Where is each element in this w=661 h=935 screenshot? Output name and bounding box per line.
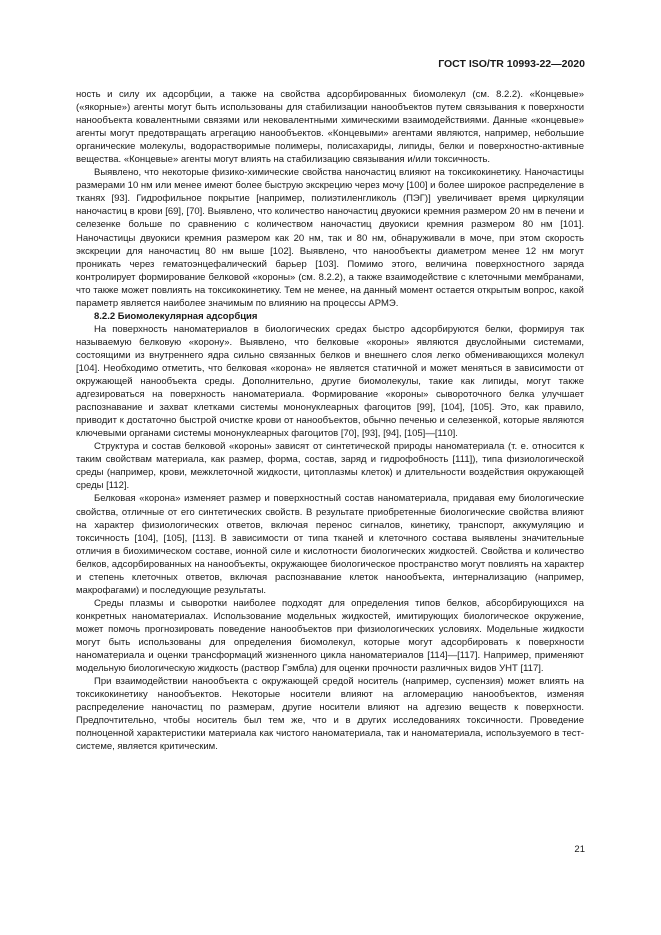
section-heading: 8.2.2 Биомолекулярная адсорбция xyxy=(94,310,258,322)
page-body xyxy=(76,88,584,753)
paragraph-1: ность и силу их адсорбции, а также на свойства адсорбированных биомолекул (см. 8.2.2). «Концевые» («якорные») агенты могут быть использованы для стабилизации нанообъектов путем связывания к поверхности нанообъекта ковалентными связями или нековалентными химическими взаимодействиями. Данные «концевые» агенты могут предотвращать агрегацию нанообъектов. «Концевыми» агентами являются, например, небольшие органические молекулы, водорастворимые полимеры, полисахариды, липиды, белки и поверхностно-активные вещества. «Концевые» агенты могут влиять на стабилизацию связывания и/или токсичность. xyxy=(76,89,584,166)
paragraph-7: При взаимодействии нанообъекта с окружающей средой носитель (например, суспензия) может влиять на токсикокинетику нанообъектов. Некоторые носители влияют на агломерацию нанообъектов, изменяя распределение наночастиц по размерам, другие носители влияют на адгезию веществ к поверхности. Предпочтительно, чтобы носитель был тем же, что и в других исследованиях токсичности. Проведение полноценной характеристики материала как чистого наноматериала, так и наноматериала, используемого в тест-системе, является критическим. xyxy=(76,676,584,753)
document-header: ГОСТ ISO/TR 10993-22—2020 xyxy=(438,58,585,70)
paragraph-5: Белковая «корона» изменяет размер и поверхностный состав наноматериала, придавая ему биологические свойства, отличные от его синтетических свойств. В результате приобретенные биологические свойства влияют на характер физиологических ответов, включая перенос сигналов, кинетику, транспорт, аккумуляцию и токсичность [104], [105], [113]. В зависимости от типа тканей и клеточного состава выявлены значительные отличия в биохимическом составе, ионной силе и кислотности биологических жидкостей. Свойства и количество белков, адсорбированных на нанообъекты, окружающее биологическое пространство могут повлиять на характер и степень клеточных ответов, включая распознавание клеток нанообъекта, интернализацию (например, макрофагами) и последующие результаты. xyxy=(76,493,584,596)
paragraph-3: На поверхность наноматериалов в биологических средах быстро адсорбируются белки, формируя так называемую белковую «корону». Выявлено, что белковые «короны» являются двуслойными системами, состоящими из внутреннего ядра сильно связанных белков и внешнего слоя легко обменивающихся молекул [104]. Необходимо отметить, что белковая «корона» не является статичной и может меняться в зависимости от окружающей нанообъекта среды. Дополнительно, другие биомолекулы, такие как липиды, могут также адгезироваться на поверхность наноматериала. Формирование «короны» сывороточного белка улучшает распознавание и захват клетками системы мононуклеарных фагоцитов [99], [104], [105]. Это, как правило, приводит к достаточно быстрой очистке крови от нанообъектов, обычно печенью и селезенкой, которые являются ключевыми органами системы мононуклеарных фагоцитов [70], [93], [94], [105]—[110]. xyxy=(76,323,584,440)
paragraph-2: Выявлено, что некоторые физико-химические свойства наночастиц влияют на токсикокинетику. Наночастицы размерами 10 нм или менее имеют более быструю экскрецию через мочу [100] и более широкое распределение в тканях [93]. Гидрофильное покрытие [например, полиэтиленгликоль (ПЭГ)] увеличивает время циркуляции наночастиц в крови [69], [70]. Выявлено, что количество наночастиц двуокиси кремния размером 20 нм в печени и селезенке больше по сравнению с количеством наночастиц двуокиси кремния размером 80 нм [101]. Наночастицы двуокиси кремния размером как 20 нм, так и 80 нм, обнаруживали в моче, при этом скорость экскреции для наночастиц 80 нм выше [102]. Выявлено, что нанообъекты диаметром менее 12 нм могут проникать через гематоэнцефалический барьер [103]. Помимо этого, величина поверхностного заряда контролирует формирование белковой «короны» (см. 8.2.2), а также взаимодействие с клеточными мембранами, что также может повлиять на токсикокинетику. Тем не менее, на данный момент остается открытым вопрос, какой параметр является наиболее значимым по влиянию на процессы АРМЭ. xyxy=(76,167,584,309)
paragraph-4: Структура и состав белковой «короны» зависят от синтетической природы наноматериала (т. е. относится к таким свойствам материала, как размер, форма, состав, заряд и гидрофобность [111]), типа физиологической среды (например, крови, межклеточной жидкости, цитоплазмы клеток) и длительности воздействия окружающей среды [112]. xyxy=(76,441,584,492)
page-number: 21 xyxy=(574,844,585,855)
paragraph-6: Среды плазмы и сыворотки наиболее подходят для определения типов белков, абсорбирующихся на конкретных наноматериалах. Использование модельных жидкостей, имитирующих биологическое окружение, может помочь прогнозировать поведение нанообъектов при физиологических условиях. Модельные жидкости могут быть использованы для определения биомолекул, которые могут адсорбировать к поверхности наноматериала и оценки трансформаций жизненного цикла наноматериалов [114]—[117]. Например, применяют модельную биологическую жидкость (раствор Гэмбла) для оценки прочности различных видов УНТ [117]. xyxy=(76,597,584,675)
